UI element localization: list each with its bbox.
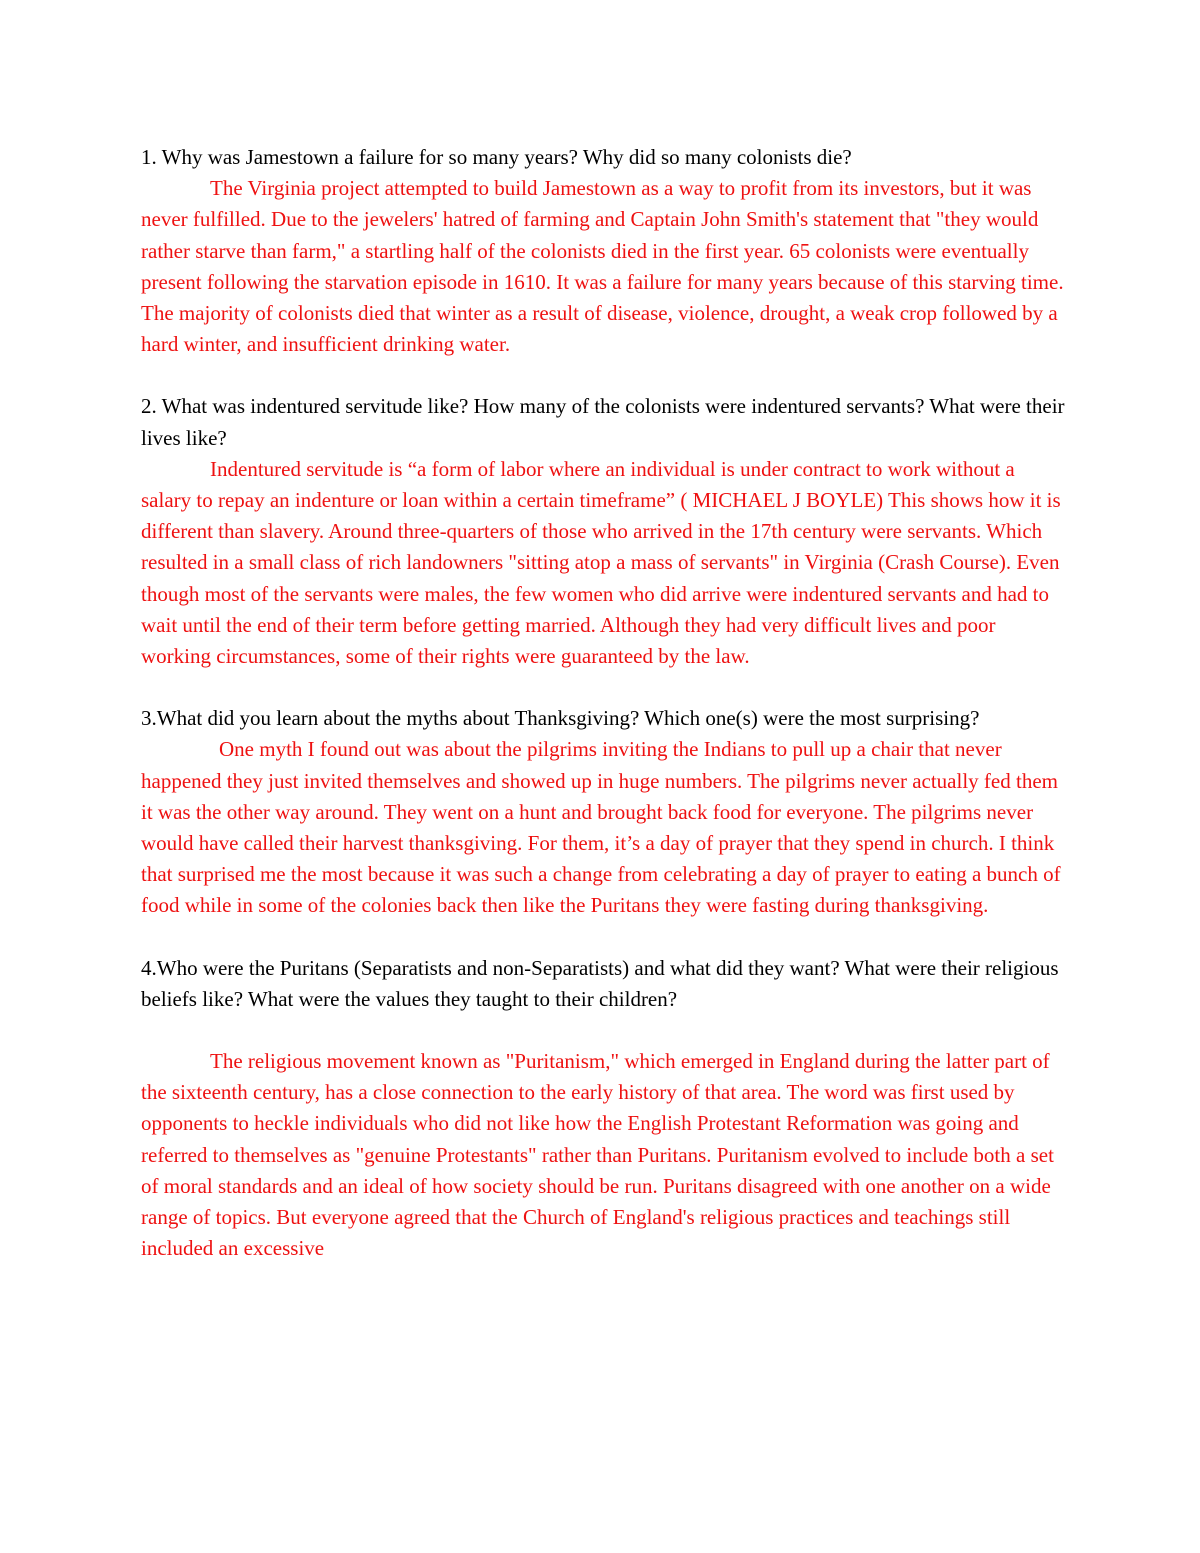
question-1: 1. Why was Jamestown a failure for so many years? Why did so many colonists die? bbox=[141, 145, 852, 169]
answer-4: The religious movement known as "Puritanism," which emerged in England during the latter part of the sixteenth century, has a close connection to the early history of that area. The word was first used by opponents to heckle individuals who did not like how the English Protestant Reformation was going and referred to themselves as "genuine Protestants" rather than Puritans. Puritanism evolved to include both a set of moral standards and an ideal of how society should be run. Puritans disagreed with one another on a wide range of topics. But everyone agreed that the Church of England's religious practices and teachings still included an excessive bbox=[141, 1049, 1054, 1261]
question-2: 2. What was indentured servitude like? How many of the colonists were indentured servants? What were their lives like? bbox=[141, 394, 1065, 450]
qa-item-3 bbox=[141, 703, 1066, 921]
qa-item-2 bbox=[141, 391, 1066, 672]
qa-item-1 bbox=[141, 142, 1066, 360]
answer-2: Indentured servitude is “a form of labor where an individual is under contract to work without a salary to repay an indenture or loan within a certain timeframe” ( MICHAEL J BOYLE) This shows how it is different than slavery. Around three-quarters of those who arrived in the 17th century were servants. Which resulted in a small class of rich landowners "sitting atop a mass of servants" in Virginia (Crash Course). Even though most of the servants were males, the few women who did arrive were indentured servants and had to wait until the end of their term before getting married. Although they had very difficult lives and poor working circumstances, some of their rights were guaranteed by the law. bbox=[141, 456, 1061, 669]
question-3: 3.What did you learn about the myths about Thanksgiving? Which one(s) were the most surprising? bbox=[141, 706, 980, 731]
document-body bbox=[141, 142, 1066, 1296]
qa-item-4 bbox=[141, 953, 1066, 1265]
answer-3: One myth I found out was about the pilgrims inviting the Indians to pull up a chair that never happened they just invited themselves and showed up in huge numbers. The pilgrims never actually fed them it was the other way around. They went on a hunt and brought back food for everyone. The pilgrims never would have called their harvest thanksgiving. For them, it’s a day of prayer that they spend in church. I think that surprised me the most because it was such a change from celebrating a day of prayer to eating a bunch of food while in some of the colonies back then like the Puritans they were fasting during thanksgiving. bbox=[141, 737, 1061, 918]
answer-1: The Virginia project attempted to build Jamestown as a way to profit from its investors, but it was never fulfilled. Due to the jewelers' hatred of farming and Captain John Smith's statement that "they would rather starve than farm," a startling half of the colonists died in the first year. 65 colonists were eventually present following the starvation episode in 1610. It was a failure for many years because of this starving time. The majority of colonists died that winter as a result of disease, violence, drought, a weak crop followed by a hard winter, and insufficient drinking water. bbox=[141, 176, 1064, 357]
question-4: 4.Who were the Puritans (Separatists and non-Separatists) and what did they want? What were their religious beliefs like? What were the values they taught to their children? bbox=[141, 955, 1059, 1011]
